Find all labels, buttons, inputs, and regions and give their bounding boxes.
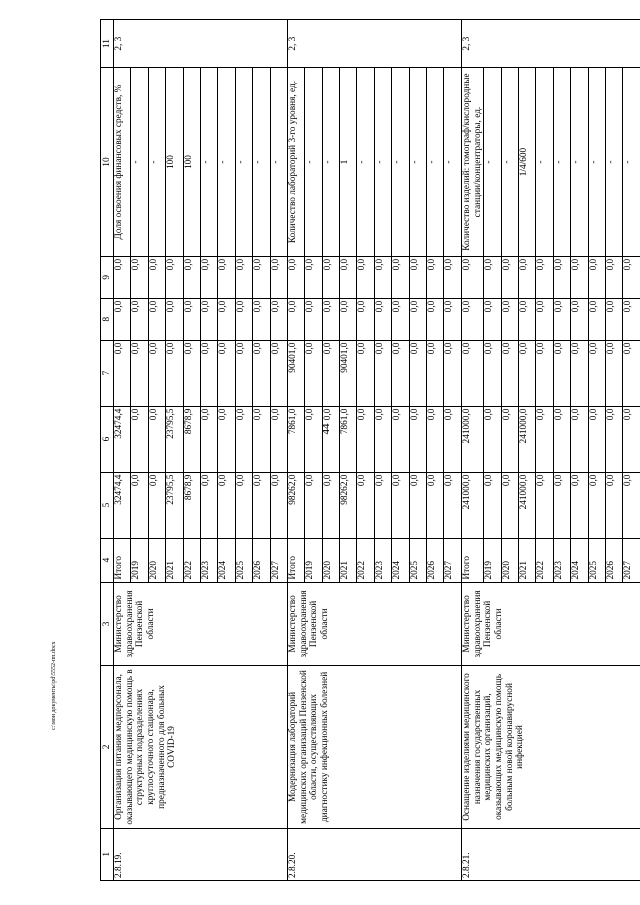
federal-budget-value: 0,0 [461,340,483,406]
local-budget-value: 0,0 [253,298,270,340]
table-row [287,20,304,881]
federal-budget-value: 0,0 [553,340,570,406]
other-sources-value: 0,0 [461,256,483,298]
year-cell: 2025 [235,538,252,582]
total-value: 0,0 [131,472,148,538]
local-budget-value: 0,0 [305,298,322,340]
year-cell: 2020 [501,538,518,582]
year-cell: Итого [114,538,131,582]
regional-budget-value: 8678,9 [183,406,200,472]
total-value: 0,0 [409,472,426,538]
federal-budget-value: 0,0 [605,340,622,406]
indicator-value: - [623,68,640,257]
indicator-value: 100 [183,68,200,257]
total-value: 0,0 [200,472,217,538]
local-budget-value: 0,0 [392,298,409,340]
total-value: 0,0 [235,472,252,538]
indicator-name: Количество изделий: томограф/кислородные станции/концентраторы, ед. [461,68,483,257]
local-budget-value: 0,0 [571,298,588,340]
regional-budget-value: 0,0 [131,406,148,472]
total-value: 0,0 [553,472,570,538]
executor-name: Министерство здравоохранения Пензенской области [114,582,288,666]
year-cell: 2023 [374,538,391,582]
regional-budget-value: 0,0 [571,406,588,472]
link-ref: 2, 3 [461,20,640,68]
federal-budget-value: 0,0 [218,340,235,406]
other-sources-value: 0,0 [501,256,518,298]
federal-budget-value: 0,0 [484,340,501,406]
year-cell: Итого [287,538,304,582]
indicator-value: - [553,68,570,257]
indicator-value: - [218,68,235,257]
local-budget-value: 0,0 [357,298,374,340]
other-sources-value: 0,0 [183,256,200,298]
indicator-value: - [253,68,270,257]
regional-budget-value: 0,0 [235,406,252,472]
indicator-name: Количество лабораторий 3-го уровня, ед. [287,68,304,257]
regional-budget-value: 0,0 [253,406,270,472]
total-value: 98262,0 [340,472,357,538]
total-value: 0,0 [322,472,339,538]
total-value: 0,0 [148,472,165,538]
indicator-value: - [357,68,374,257]
total-value: 0,0 [536,472,553,538]
regional-budget-value: 0,0 [484,406,501,472]
federal-budget-value: 0,0 [444,340,461,406]
local-budget-value: 0,0 [444,298,461,340]
total-value: 0,0 [270,472,287,538]
indicator-value: - [409,68,426,257]
section-code: 2.8.19. [114,828,288,880]
other-sources-value: 0,0 [340,256,357,298]
page-number: 44 [320,423,332,435]
year-cell: 2023 [553,538,570,582]
federal-budget-value: 0,0 [571,340,588,406]
column-number-row [101,20,114,881]
total-value: 0,0 [357,472,374,538]
total-value: 0,0 [444,472,461,538]
year-cell: 2021 [518,538,535,582]
federal-budget-value: 0,0 [518,340,535,406]
year-cell: 2022 [183,538,200,582]
indicator-value: - [571,68,588,257]
federal-budget-value: 0,0 [253,340,270,406]
federal-budget-value: 0,0 [501,340,518,406]
local-budget-value: 0,0 [374,298,391,340]
total-value: 0,0 [427,472,444,538]
regional-budget-value: 0,0 [623,406,640,472]
year-cell: 2022 [536,538,553,582]
regional-budget-value: 0,0 [270,406,287,472]
federal-budget-value: 0,0 [114,340,131,406]
local-budget-value: 0,0 [235,298,252,340]
year-cell: 2026 [427,538,444,582]
local-budget-value: 0,0 [322,298,339,340]
indicator-value: - [605,68,622,257]
regional-budget-value: 7861,0 [287,406,304,472]
year-cell: 2021 [166,538,183,582]
other-sources-value: 0,0 [409,256,426,298]
indicator-value: - [588,68,605,257]
col-header: 8 [101,298,114,340]
indicator-value: 1 [340,68,357,257]
year-cell: 2020 [322,538,339,582]
year-cell: 2025 [409,538,426,582]
col-header: 6 [101,406,114,472]
other-sources-value: 0,0 [148,256,165,298]
indicator-name: Доля освоения финансовых средств, % [114,68,131,257]
regional-budget-value: 0,0 [536,406,553,472]
local-budget-value: 0,0 [461,298,483,340]
indicator-value: 100 [166,68,183,257]
regional-budget-value: 0,0 [427,406,444,472]
other-sources-value: 0,0 [518,256,535,298]
link-ref: 2, 3 [287,20,461,68]
local-budget-value: 0,0 [218,298,235,340]
executor-name: Министерство здравоохранения Пензенской области [461,582,640,666]
federal-budget-value: 90401,0 [287,340,304,406]
year-cell: 2024 [218,538,235,582]
other-sources-value: 0,0 [392,256,409,298]
federal-budget-value: 0,0 [392,340,409,406]
federal-budget-value: 0,0 [148,340,165,406]
indicator-value: - [270,68,287,257]
other-sources-value: 0,0 [166,256,183,298]
indicator-value: - [322,68,339,257]
local-budget-value: 0,0 [166,298,183,340]
federal-budget-value: 0,0 [322,340,339,406]
total-value: 98262,0 [287,472,304,538]
local-budget-value: 0,0 [148,298,165,340]
year-cell: 2024 [571,538,588,582]
col-header: 5 [101,472,114,538]
federal-budget-value: 0,0 [409,340,426,406]
indicator-value: - [305,68,322,257]
indicator-value: - [392,68,409,257]
year-cell: 2027 [270,538,287,582]
indicator-value: - [235,68,252,257]
year-cell: 2023 [200,538,217,582]
regional-budget-value: 0,0 [148,406,165,472]
local-budget-value: 0,0 [409,298,426,340]
year-cell: 2027 [444,538,461,582]
regional-budget-value: 0,0 [501,406,518,472]
other-sources-value: 0,0 [305,256,322,298]
table-row [461,20,483,881]
federal-budget-value: 0,0 [536,340,553,406]
total-value: 0,0 [588,472,605,538]
federal-budget-value: 0,0 [270,340,287,406]
other-sources-value: 0,0 [536,256,553,298]
indicator-value: - [148,68,165,257]
local-budget-value: 0,0 [131,298,148,340]
federal-budget-value: 0,0 [588,340,605,406]
federal-budget-value: 0,0 [427,340,444,406]
other-sources-value: 0,0 [571,256,588,298]
local-budget-value: 0,0 [518,298,535,340]
year-cell: 2021 [340,538,357,582]
federal-budget-value: 0,0 [200,340,217,406]
indicator-value: 1/4/600 [518,68,535,257]
federal-budget-value: 0,0 [166,340,183,406]
col-header: 9 [101,256,114,298]
year-cell: 2026 [253,538,270,582]
total-value: 0,0 [605,472,622,538]
total-value: 0,0 [571,472,588,538]
other-sources-value: 0,0 [374,256,391,298]
other-sources-value: 0,0 [444,256,461,298]
local-budget-value: 0,0 [340,298,357,340]
total-value: 0,0 [501,472,518,538]
indicator-value: - [501,68,518,257]
total-value: 241000,0 [461,472,483,538]
local-budget-value: 0,0 [623,298,640,340]
regional-budget-value: 241000,0 [518,406,535,472]
federal-budget-value: 0,0 [374,340,391,406]
year-cell: 2024 [392,538,409,582]
federal-budget-value: 0,0 [623,340,640,406]
total-value: 0,0 [623,472,640,538]
total-value: 0,0 [392,472,409,538]
local-budget-value: 0,0 [200,298,217,340]
local-budget-value: 0,0 [536,298,553,340]
regional-budget-value: 0,0 [553,406,570,472]
measure-name: Организация питания медперсонала, оказывающего медицинскую помощь в структурных подразделениях круглосуточного стационара, предназначенного для больных COVID-19 [114,666,288,828]
regional-budget-value: 0,0 [409,406,426,472]
other-sources-value: 0,0 [605,256,622,298]
federal-budget-value: 0,0 [183,340,200,406]
other-sources-value: 0,0 [588,256,605,298]
local-budget-value: 0,0 [427,298,444,340]
total-value: 241000,0 [518,472,535,538]
regional-budget-value: 32474,4 [114,406,131,472]
total-value: 0,0 [253,472,270,538]
regional-budget-value: 23795,5 [166,406,183,472]
col-header: 1 [101,828,114,880]
indicator-value: - [536,68,553,257]
year-cell: 2027 [623,538,640,582]
total-value: 23795,5 [166,472,183,538]
other-sources-value: 0,0 [200,256,217,298]
local-budget-value: 0,0 [183,298,200,340]
year-cell: 2019 [484,538,501,582]
col-header: 10 [101,68,114,257]
other-sources-value: 0,0 [114,256,131,298]
local-budget-value: 0,0 [484,298,501,340]
rotated-page [100,19,636,881]
year-cell: 2020 [148,538,165,582]
federal-budget-value: 0,0 [305,340,322,406]
section-code: 2.8.21. [461,828,640,880]
regional-budget-value: 0,0 [305,406,322,472]
other-sources-value: 0,0 [131,256,148,298]
link-ref: 2, 3 [114,20,288,68]
measure-name: Оснащение изделиями медицинского назначения государственных медицинских организаций, оказывающих медицинскую помощь больным новой коронавирусной инфекцией [461,666,640,828]
other-sources-value: 0,0 [322,256,339,298]
total-value: 0,0 [218,472,235,538]
regional-budget-value: 0,0 [200,406,217,472]
indicator-value: - [484,68,501,257]
indicator-value: - [444,68,461,257]
total-value: 32474,4 [114,472,131,538]
year-cell: 2019 [305,538,322,582]
other-sources-value: 0,0 [553,256,570,298]
federal-budget-value: 0,0 [357,340,374,406]
regional-budget-value: 0,0 [588,406,605,472]
federal-budget-value: 0,0 [131,340,148,406]
other-sources-value: 0,0 [287,256,304,298]
year-cell: 2022 [357,538,374,582]
local-budget-value: 0,0 [270,298,287,340]
other-sources-value: 0,0 [427,256,444,298]
other-sources-value: 0,0 [218,256,235,298]
year-cell: 2019 [131,538,148,582]
col-header: 3 [101,582,114,666]
local-budget-value: 0,0 [553,298,570,340]
year-cell: 2025 [588,538,605,582]
total-value: 8678,9 [183,472,200,538]
table-row [114,20,131,881]
indicator-value: - [200,68,217,257]
regional-budget-value: 0,0 [392,406,409,472]
col-header: 11 [101,20,114,68]
regional-budget-value: 0,0 [322,406,339,472]
regional-budget-value: 0,0 [605,406,622,472]
other-sources-value: 0,0 [253,256,270,298]
regional-budget-value: 0,0 [374,406,391,472]
regional-budget-value: 7861,0 [340,406,357,472]
local-budget-value: 0,0 [605,298,622,340]
col-header: 4 [101,538,114,582]
other-sources-value: 0,0 [270,256,287,298]
other-sources-value: 0,0 [235,256,252,298]
regional-budget-value: 241000,0 [461,406,483,472]
indicator-value: - [427,68,444,257]
federal-budget-value: 90401,0 [340,340,357,406]
other-sources-value: 0,0 [623,256,640,298]
total-value: 0,0 [305,472,322,538]
file-path-footer: c:\мои документы\pd\5552-пп.docx [51,641,57,730]
col-header: 7 [101,340,114,406]
executor-name: Министерство здравоохранения Пензенской области [287,582,461,666]
local-budget-value: 0,0 [287,298,304,340]
local-budget-value: 0,0 [501,298,518,340]
col-header: 2 [101,666,114,828]
total-value: 0,0 [484,472,501,538]
section-code: 2.8.20. [287,828,461,880]
local-budget-value: 0,0 [114,298,131,340]
total-value: 0,0 [374,472,391,538]
other-sources-value: 0,0 [484,256,501,298]
local-budget-value: 0,0 [588,298,605,340]
year-cell: 2026 [605,538,622,582]
indicator-value: - [131,68,148,257]
measure-name: Модернизация лабораторий медицинских организаций Пензенской области, осуществляющих диагностику инфекционных болезней [287,666,461,828]
indicator-value: - [374,68,391,257]
regional-budget-value: 0,0 [444,406,461,472]
regional-budget-value: 0,0 [218,406,235,472]
program-table [100,19,640,881]
year-cell: Итого [461,538,483,582]
federal-budget-value: 0,0 [235,340,252,406]
other-sources-value: 0,0 [357,256,374,298]
regional-budget-value: 0,0 [357,406,374,472]
